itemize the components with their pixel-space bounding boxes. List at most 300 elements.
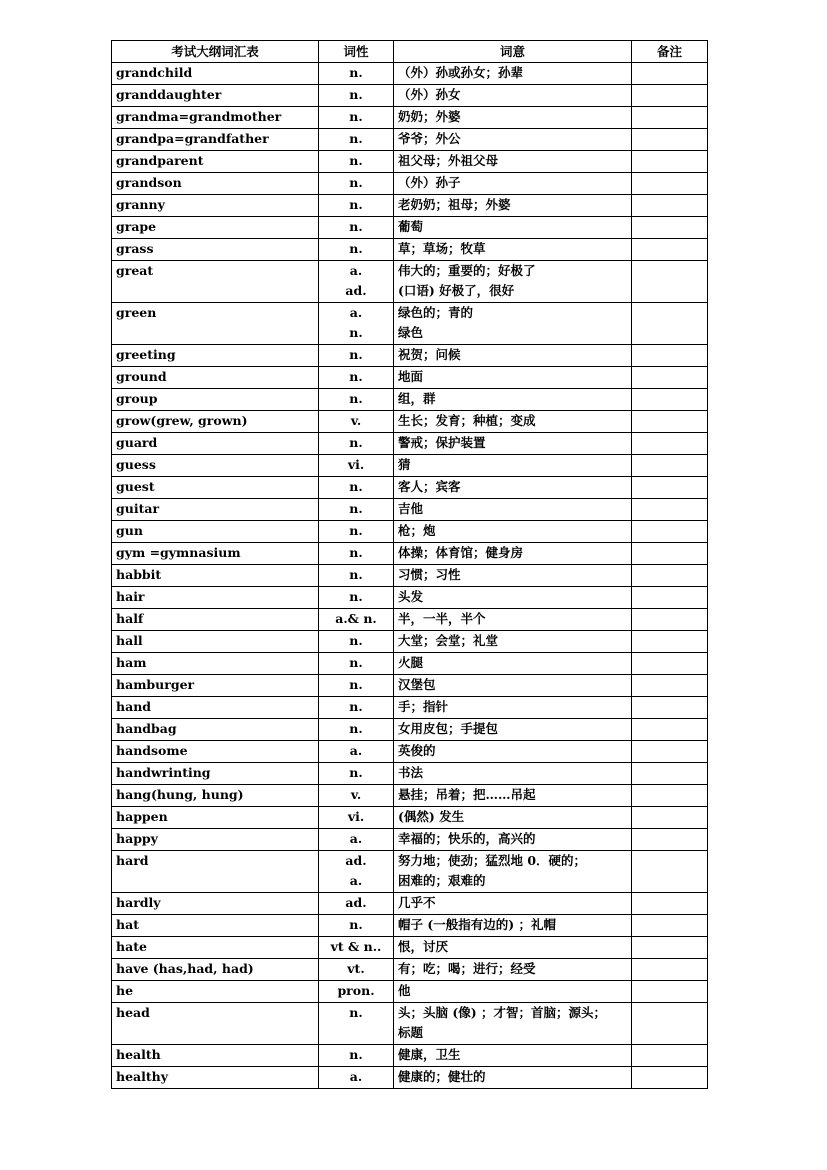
- word-cell: grass: [112, 239, 319, 261]
- meaning-line: （外）孙或孙女；孙辈: [398, 65, 524, 80]
- note-cell: [632, 1045, 708, 1067]
- meaning-cell: [394, 173, 632, 195]
- meaning-cell: [394, 763, 632, 785]
- pos-line: n.: [349, 567, 363, 582]
- pos-cell: [319, 763, 394, 785]
- word-cell: half: [112, 609, 319, 631]
- table-row: [112, 829, 708, 851]
- pos-line: n.: [349, 545, 363, 560]
- pos-cell: [319, 609, 394, 631]
- pos-line: n.: [349, 677, 363, 692]
- table-row: [112, 455, 708, 477]
- table-row: [112, 785, 708, 807]
- meaning-cell: [394, 261, 632, 303]
- word-cell: happy: [112, 829, 319, 851]
- pos-cell: [319, 915, 394, 937]
- pos-line: n.: [349, 523, 363, 538]
- pos-cell: [319, 543, 394, 565]
- pos-line: ad.: [345, 283, 367, 298]
- pos-line: a.: [349, 263, 363, 278]
- header-meaning: 词意: [394, 41, 632, 63]
- note-cell: [632, 675, 708, 697]
- meaning-line: (偶然) 发生: [398, 809, 465, 824]
- pos-cell: [319, 345, 394, 367]
- note-cell: [632, 239, 708, 261]
- note-cell: [632, 653, 708, 675]
- table-row: [112, 763, 708, 785]
- meaning-cell: [394, 455, 632, 477]
- table-row: [112, 367, 708, 389]
- pos-cell: [319, 1045, 394, 1067]
- note-cell: [632, 521, 708, 543]
- meaning-line: 幸福的；快乐的，高兴的: [398, 831, 536, 846]
- meaning-line: 努力地；使劲；猛烈地 0．硬的；: [398, 853, 587, 868]
- pos-cell: [319, 1003, 394, 1045]
- pos-line: n.: [349, 325, 363, 340]
- meaning-line: 困难的；艰难的: [398, 873, 486, 888]
- pos-cell: [319, 303, 394, 345]
- meaning-line: 生长；发育；种植；变成: [398, 413, 536, 428]
- pos-line: n.: [349, 1005, 363, 1020]
- word-cell: happen: [112, 807, 319, 829]
- pos-cell: [319, 1067, 394, 1089]
- table-row: [112, 195, 708, 217]
- meaning-line: 几乎不: [398, 895, 436, 910]
- pos-line: n.: [349, 219, 363, 234]
- meaning-line: 警戒；保护装置: [398, 435, 486, 450]
- pos-line: vi.: [347, 809, 365, 824]
- meaning-line: 恨，讨厌: [398, 939, 449, 954]
- pos-cell: [319, 521, 394, 543]
- word-cell: healthy: [112, 1067, 319, 1089]
- meaning-cell: [394, 195, 632, 217]
- table-row: [112, 937, 708, 959]
- table-row: [112, 741, 708, 763]
- pos-cell: [319, 499, 394, 521]
- note-cell: [632, 851, 708, 893]
- table-row: [112, 609, 708, 631]
- meaning-cell: [394, 85, 632, 107]
- table-row: [112, 893, 708, 915]
- pos-line: v.: [350, 413, 362, 428]
- table-row: [112, 217, 708, 239]
- header-pos: 词性: [319, 41, 394, 63]
- word-cell: great: [112, 261, 319, 303]
- meaning-cell: [394, 1003, 632, 1045]
- meaning-line: 组，群: [398, 391, 436, 406]
- word-cell: hamburger: [112, 675, 319, 697]
- note-cell: [632, 741, 708, 763]
- meaning-cell: [394, 477, 632, 499]
- table-row: [112, 433, 708, 455]
- word-cell: guess: [112, 455, 319, 477]
- meaning-cell: [394, 631, 632, 653]
- meaning-cell: [394, 107, 632, 129]
- meaning-cell: [394, 565, 632, 587]
- meaning-line: 头；头脑 (像) ；才智；首脑；源头；: [398, 1005, 607, 1020]
- word-cell: grandchild: [112, 63, 319, 85]
- pos-line: vi.: [347, 457, 365, 472]
- note-cell: [632, 631, 708, 653]
- word-cell: granddaughter: [112, 85, 319, 107]
- note-cell: [632, 433, 708, 455]
- word-cell: greeting: [112, 345, 319, 367]
- pos-cell: [319, 455, 394, 477]
- pos-line: a.: [349, 743, 363, 758]
- table-row: [112, 411, 708, 433]
- word-cell: handwrinting: [112, 763, 319, 785]
- meaning-line: 祝贺；问候: [398, 347, 461, 362]
- word-cell: hall: [112, 631, 319, 653]
- meaning-cell: [394, 499, 632, 521]
- note-cell: [632, 129, 708, 151]
- table-row: [112, 653, 708, 675]
- meaning-cell: [394, 981, 632, 1003]
- pos-line: a.: [349, 873, 363, 888]
- word-cell: gun: [112, 521, 319, 543]
- note-cell: [632, 173, 708, 195]
- table-row: [112, 521, 708, 543]
- word-cell: habbit: [112, 565, 319, 587]
- word-cell: hard: [112, 851, 319, 893]
- pos-cell: [319, 981, 394, 1003]
- pos-line: n.: [349, 479, 363, 494]
- word-cell: guitar: [112, 499, 319, 521]
- pos-cell: [319, 807, 394, 829]
- meaning-line: 吉他: [398, 501, 424, 516]
- word-cell: hang(hung, hung): [112, 785, 319, 807]
- pos-line: a.: [349, 305, 363, 320]
- pos-line: n.: [349, 1047, 363, 1062]
- note-cell: [632, 587, 708, 609]
- meaning-cell: [394, 303, 632, 345]
- meaning-line: 草；草场；牧草: [398, 241, 486, 256]
- pos-line: n.: [349, 347, 363, 362]
- pos-cell: [319, 389, 394, 411]
- word-cell: granny: [112, 195, 319, 217]
- meaning-cell: [394, 129, 632, 151]
- meaning-line: 习惯；习性: [398, 567, 461, 582]
- meaning-line: 绿色: [398, 325, 424, 340]
- note-cell: [632, 367, 708, 389]
- note-cell: [632, 477, 708, 499]
- meaning-cell: [394, 217, 632, 239]
- table-header-row: [112, 41, 708, 63]
- meaning-cell: [394, 675, 632, 697]
- table-row: [112, 565, 708, 587]
- pos-cell: [319, 261, 394, 303]
- pos-line: n.: [349, 369, 363, 384]
- meaning-line: 汉堡包: [398, 677, 436, 692]
- word-cell: group: [112, 389, 319, 411]
- note-cell: [632, 697, 708, 719]
- meaning-cell: [394, 345, 632, 367]
- table-row: [112, 631, 708, 653]
- table-row: [112, 303, 708, 345]
- header-note: 备注: [632, 41, 708, 63]
- pos-cell: [319, 433, 394, 455]
- table-row: [112, 697, 708, 719]
- meaning-cell: [394, 367, 632, 389]
- note-cell: [632, 303, 708, 345]
- note-cell: [632, 85, 708, 107]
- meaning-line: 健康，卫生: [398, 1047, 461, 1062]
- table-row: [112, 261, 708, 303]
- pos-cell: [319, 239, 394, 261]
- meaning-cell: [394, 829, 632, 851]
- word-cell: health: [112, 1045, 319, 1067]
- word-cell: grape: [112, 217, 319, 239]
- note-cell: [632, 345, 708, 367]
- meaning-line: （外）孙女: [398, 87, 461, 102]
- pos-line: a.: [349, 1069, 363, 1084]
- pos-line: ad.: [345, 895, 367, 910]
- word-cell: he: [112, 981, 319, 1003]
- table-row: [112, 587, 708, 609]
- meaning-cell: [394, 411, 632, 433]
- table-row: [112, 675, 708, 697]
- meaning-line: 悬挂；吊着；把……吊起: [398, 787, 536, 802]
- pos-line: n.: [349, 765, 363, 780]
- meaning-line: 猜: [398, 457, 411, 472]
- table-row: [112, 389, 708, 411]
- meaning-line: 帽子 (一般指有边的) ；礼帽: [398, 917, 557, 932]
- meaning-line: 英俊的: [398, 743, 436, 758]
- note-cell: [632, 1067, 708, 1089]
- table-row: [112, 959, 708, 981]
- meaning-line: 标题: [398, 1025, 424, 1040]
- note-cell: [632, 893, 708, 915]
- pos-line: a.& n.: [335, 611, 377, 626]
- meaning-line: 半，一半，半个: [398, 611, 486, 626]
- meaning-cell: [394, 851, 632, 893]
- note-cell: [632, 217, 708, 239]
- meaning-line: 手；指针: [398, 699, 449, 714]
- word-cell: hand: [112, 697, 319, 719]
- word-cell: ham: [112, 653, 319, 675]
- pos-line: a.: [349, 831, 363, 846]
- table-row: [112, 1045, 708, 1067]
- meaning-line: （外）孙子: [398, 175, 461, 190]
- word-cell: grandpa=grandfather: [112, 129, 319, 151]
- table-row: [112, 543, 708, 565]
- pos-line: n.: [349, 131, 363, 146]
- word-cell: handbag: [112, 719, 319, 741]
- note-cell: [632, 389, 708, 411]
- pos-line: n.: [349, 197, 363, 212]
- table-row: [112, 851, 708, 893]
- pos-line: pron.: [337, 983, 375, 998]
- pos-cell: [319, 217, 394, 239]
- pos-cell: [319, 107, 394, 129]
- pos-line: vt & n..: [330, 939, 382, 954]
- table-row: [112, 63, 708, 85]
- meaning-line: 枪；炮: [398, 523, 436, 538]
- word-cell: grandma=grandmother: [112, 107, 319, 129]
- meaning-line: 奶奶；外婆: [398, 109, 461, 124]
- pos-line: n.: [349, 633, 363, 648]
- meaning-line: 祖父母；外祖父母: [398, 153, 499, 168]
- pos-cell: [319, 893, 394, 915]
- pos-cell: [319, 129, 394, 151]
- pos-cell: [319, 851, 394, 893]
- note-cell: [632, 543, 708, 565]
- meaning-line: 有；吃；喝；进行；经受: [398, 961, 536, 976]
- word-cell: hate: [112, 937, 319, 959]
- note-cell: [632, 565, 708, 587]
- pos-cell: [319, 719, 394, 741]
- table-row: [112, 129, 708, 151]
- word-cell: grandparent: [112, 151, 319, 173]
- meaning-cell: [394, 959, 632, 981]
- note-cell: [632, 959, 708, 981]
- meaning-line: 女用皮包；手提包: [398, 721, 499, 736]
- word-cell: guard: [112, 433, 319, 455]
- meaning-cell: [394, 389, 632, 411]
- meaning-cell: [394, 587, 632, 609]
- pos-line: n.: [349, 175, 363, 190]
- note-cell: [632, 763, 708, 785]
- meaning-cell: [394, 151, 632, 173]
- pos-cell: [319, 741, 394, 763]
- meaning-line: 他: [398, 983, 411, 998]
- note-cell: [632, 499, 708, 521]
- word-cell: head: [112, 1003, 319, 1045]
- table-row: [112, 85, 708, 107]
- note-cell: [632, 981, 708, 1003]
- pos-cell: [319, 653, 394, 675]
- meaning-line: 客人；宾客: [398, 479, 461, 494]
- table-row: [112, 499, 708, 521]
- table-row: [112, 239, 708, 261]
- meaning-line: 葡萄: [398, 219, 424, 234]
- pos-line: vt.: [347, 961, 365, 976]
- pos-cell: [319, 937, 394, 959]
- meaning-cell: [394, 915, 632, 937]
- header-word: 考试大纲词汇表: [112, 41, 319, 63]
- pos-line: n.: [349, 435, 363, 450]
- pos-line: n.: [349, 699, 363, 714]
- meaning-cell: [394, 785, 632, 807]
- table-row: [112, 477, 708, 499]
- table-row: [112, 807, 708, 829]
- word-cell: grow(grew, grown): [112, 411, 319, 433]
- meaning-cell: [394, 719, 632, 741]
- note-cell: [632, 937, 708, 959]
- note-cell: [632, 411, 708, 433]
- table-row: [112, 173, 708, 195]
- pos-line: n.: [349, 87, 363, 102]
- table-row: [112, 1003, 708, 1045]
- note-cell: [632, 107, 708, 129]
- meaning-line: 爷爷；外公: [398, 131, 461, 146]
- pos-line: n.: [349, 109, 363, 124]
- table-row: [112, 915, 708, 937]
- word-cell: handsome: [112, 741, 319, 763]
- note-cell: [632, 915, 708, 937]
- pos-cell: [319, 477, 394, 499]
- pos-line: n.: [349, 65, 363, 80]
- meaning-line: 头发: [398, 589, 424, 604]
- word-cell: guest: [112, 477, 319, 499]
- meaning-line: 体操；体育馆；健身房: [398, 545, 524, 560]
- note-cell: [632, 455, 708, 477]
- pos-line: n.: [349, 589, 363, 604]
- word-cell: hat: [112, 915, 319, 937]
- pos-line: n.: [349, 501, 363, 516]
- pos-line: ad.: [345, 853, 367, 868]
- note-cell: [632, 829, 708, 851]
- meaning-cell: [394, 609, 632, 631]
- table-row: [112, 981, 708, 1003]
- meaning-line: 健康的；健壮的: [398, 1069, 486, 1084]
- word-cell: ground: [112, 367, 319, 389]
- table-body: [112, 63, 708, 1089]
- pos-cell: [319, 959, 394, 981]
- pos-line: n.: [349, 721, 363, 736]
- pos-cell: [319, 173, 394, 195]
- pos-line: n.: [349, 153, 363, 168]
- note-cell: [632, 609, 708, 631]
- table-row: [112, 1067, 708, 1089]
- note-cell: [632, 785, 708, 807]
- pos-cell: [319, 631, 394, 653]
- note-cell: [632, 151, 708, 173]
- pos-cell: [319, 195, 394, 217]
- meaning-cell: [394, 1067, 632, 1089]
- note-cell: [632, 807, 708, 829]
- table-row: [112, 107, 708, 129]
- pos-line: n.: [349, 241, 363, 256]
- meaning-line: (口语) 好极了，很好: [398, 283, 515, 298]
- meaning-cell: [394, 1045, 632, 1067]
- meaning-cell: [394, 741, 632, 763]
- meaning-cell: [394, 893, 632, 915]
- meaning-line: 绿色的；青的: [398, 305, 474, 320]
- pos-cell: [319, 85, 394, 107]
- note-cell: [632, 1003, 708, 1045]
- meaning-line: 大堂；会堂；礼堂: [398, 633, 499, 648]
- meaning-cell: [394, 653, 632, 675]
- pos-line: n.: [349, 391, 363, 406]
- pos-cell: [319, 785, 394, 807]
- word-cell: green: [112, 303, 319, 345]
- table-row: [112, 719, 708, 741]
- pos-cell: [319, 367, 394, 389]
- pos-cell: [319, 411, 394, 433]
- pos-cell: [319, 675, 394, 697]
- meaning-line: 地面: [398, 369, 424, 384]
- word-cell: hair: [112, 587, 319, 609]
- pos-line: n.: [349, 655, 363, 670]
- word-cell: have (has,had, had): [112, 959, 319, 981]
- meaning-cell: [394, 937, 632, 959]
- meaning-line: 火腿: [398, 655, 424, 670]
- note-cell: [632, 195, 708, 217]
- meaning-line: 老奶奶；祖母；外婆: [398, 197, 511, 212]
- meaning-cell: [394, 543, 632, 565]
- pos-cell: [319, 565, 394, 587]
- note-cell: [632, 719, 708, 741]
- meaning-cell: [394, 521, 632, 543]
- meaning-cell: [394, 239, 632, 261]
- pos-cell: [319, 63, 394, 85]
- meaning-cell: [394, 63, 632, 85]
- pos-cell: [319, 587, 394, 609]
- pos-line: v.: [350, 787, 362, 802]
- table-row: [112, 151, 708, 173]
- note-cell: [632, 63, 708, 85]
